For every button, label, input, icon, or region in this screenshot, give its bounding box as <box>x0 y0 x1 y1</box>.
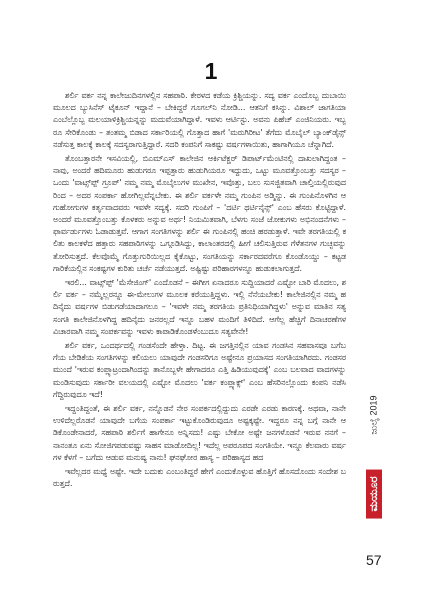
paragraph: ಇವೆಲ್ಲದರ ಮಧ್ಯೆ ಅಷ್ಟೇ. ಇದೇ ಬದುಕು ಎಂಬಂತಿದ್ದರೆ ಹೇಗೆ ಎಂದುಕೊಳ್ಳುವ ಹೊತ್ತಿಗೆ ಹೊಸದೊಂದು ಸಂದೇಶ ಬರುತ್ತದೆ. <box>53 467 346 489</box>
paragraph: ಇರಲಿ... ವಾಟ್ಸ್‌ಪ್ಪ್ 'ಮೆಸೇಜಿಂಗ್' ಎಂದೊಡನೆ – ಈಗೀಗ ಏನಾದರೂ ಸುದ್ದಿಯಾದರೆ ಎಷ್ಟೋ ಬಾರಿ ಮೊದಲು, ಶರ್ಲಿ ವರ್ಕ – ನಮ್ಮೆಲ್ಲರನ್ನೂ ಈ-ಮೇಲುಗಳ ಮೂಲಕ ಕರೆಯುತ್ತಿದ್ದಳು. ಇಲ್ಲಿ ನೆನೆಯಬೇಕು! ಕಾಲೇಜಿನಲ್ಲಿನ ನಮ್ಮ ಹದಿನೈದು ವರ್ಷಗಳ ಬಿಡುಗಡೆಯಾದಾಗಲೂ – 'ಇವಳೇ ನಮ್ಮ ತರಗತಿಯ ಪ್ರತಿನಿಧಿಯಾಗಿದ್ದಳು' ಅನ್ನುವ ಮಾತಿನ ಸತ್ಯ ಸಂಗತಿ ಕಾಲೇಜಿನೊಳಗಿದ್ದ ಹದಿನೈದು ಜನರಲ್ಲದೆ ಇನ್ನೂ ಬಹಳ ಮಂದಿಗೆ ತಿಳಿದಿದೆ. ಆಗೆಲ್ಲ ಹೆಚ್ಚಿಗೆ ದಿನಾಚರಣೆಗಳ ವಿಚಾರವಾಗಿ ನಮ್ಮ ಸಂಪರ್ಕವನ್ನು ಇವಳು ಕಾಪಾಡಿಕೊಂಡಳೆಂಬುದೂ ಸತ್ಯವೇನೇ! <box>53 278 346 336</box>
paragraph: ಶರ್ಲಿ ವರ್ಕ, ಒಂದರ್ಥದಲ್ಲಿ ಗಂಡಸೆಂದೇ ಹೇಳ್ತಾ. ದಿಟ್ಟ. ಈ ಜಗತ್ತಿನಲ್ಲಿನ ಯಾವ ಗಂಡಸಿನ ಸಹವಾಸವೂ ಬಗೆಬಗೆಯ ಬೇಡಿಕೆಯ ಸಂಗತಿಗಳನ್ನು ಕಲಿಯಲು ಯಾವುದೇ ಗಂಡಸರಿಗೂ ಅಷ್ಟೇನೂ ಪ್ರಯಾಸದ ಸಂಗತಿಯಾಗಿರದು. ಗಂಡಸರ ಮುಂದೆ 'ಇರುವ ಕಂಪ್ಲ್ಯಾಟ್ರಂದಾಗಿಂದನ್ನು ತಾನೊಬ್ಬಳೇ ಹೇಗಾದರೂ ಎತ್ತಿ ಹಿಡಿಯುವುದಕ್ಕೆ' ಎಂಬ ಬಲವಾದ ವಾದಗಳನ್ನು ಮಂಡಿಸುವುದು ಸರ್ಕಾರೀ ವಲಯದಲ್ಲಿ ಎಷ್ಟೋ ಮೊದಲು 'ವರ್ಕ ಕಂಪ್ಲ್ಯಾಕ್ಸ್' ಎಂಬ ಹೆಸರಿನಲ್ಲೊಂದು ಕಂಪನಿ ನಡೆಸಿ ಗೆದ್ದಿರುವುದೂ ಇದೆ! <box>53 341 346 399</box>
chapter-number: 1 <box>204 58 218 84</box>
paragraph: ಇದ್ದಂತಿದ್ದಂತೆ, ಈ ಶರ್ಲಿ ವರ್ಕ, ನನ್ನೊಡನೆ ನೇರ ಸಂಪರ್ಕದಲ್ಲಿದ್ದುದು ಎರಡೇ ಎರಡು ಕಾರಣಕ್ಕೆ. ಅಥವಾ, ನಾನೇ ಉಳಿದೆಲ್ಲರೊಡನೆ ಯಾವುದೇ ಬಗೆಯ ಸಂಪರ್ಕಾ ಇಟ್ಟುಕೊಂಡಿರುವುದೂ ಅಷ್ಟಕ್ಕಷ್ಟೇ. ಇದ್ದರೂ ನನ್ನ ಬಗ್ಗೆ ನಾನೇ ಆಡಿಕೊಂಡೇನಾದರೆ, ಸಹಪಾಠಿ ಶರ್ಲಿಗೆ ಹಾಗೇನೂ ಅನ್ನಿಸದು! ಎಷ್ಟು ಬೇಕೋ ಅಷ್ಟೇ ಜನಗಳೊಡನೆ ಇರುವ ನನಗೆ – ನಾನಂತೂ ಏನು ಸೋಜಿಗಪಡುವಷ್ಟು ಸಾಹಸ ಮಾಡೋದಿಲ್ಲ! ಇದೆಲ್ಲ ಅಪರೂಪದ ಸಂಗತಿಯೇ. ಇನ್ನೂ ಕೆಲವಾರು ವರ್ಷಗಳ ಕೆಳಗೆ – ಬಗೆದು ಆಡುವ ಮನುಷ್ಯ ನಾನು! ಘನಘೋರ ಹಾಸ್ಯ – ಪರಿಹಾಸ್ಯದ ಹದ <box>53 404 346 462</box>
paragraph: ಶರ್ಲಿ ವರ್ಕ ನನ್ನ ಕಾಲೇಜುದಿನಗಳಲ್ಲಿನ ಸಹಪಾಠಿ. ಕೇರಳದ ಕಡೆಯ ಕ್ರಿಶ್ಚಿಯನ್ನು. ಸದ್ಯ ವರ್ಕ ಎಂದೊಬ್ಬ ದುಬಾಯಿ ಮೂಲದ ಬ್ಯುಸಿನೆಸ್ ಟೈಕೂನ್ ಇದ್ದಾನೆ – ಬೇಕಿದ್ದರೆ ಗೂಗಲ್‌ನಿ ನೋಡಿ... ಆತನಿಗೆ ಕಸಿನ್ನು. ವಿಶಾಲ್ ಜಾಗತಿಯಾ ಎಂಬೆಲ್ಲೊಬ್ಬ ಮಲಯಾಳಿಕ್ರಿಶ್ಚಿಯನ್ನನ್ನು ಮದುವೆಯಾಗಿದ್ದಾಳೆ. ಇವಳು ಆರ್ಟಿಸ್ಟು. ಅವನು ಪಿಹೆಚ್ ಎಂಜಿನಿಯರು. ಇಬ್ಬರೂ ಸೇರಿಕೊಂಡು – ತಂತಮ್ಮ ಬಿಡಾದ ಸರ್ಕಾರಿಯಲ್ಲಿ ಗೊತ್ತಾದ ಹಾಗೆ 'ಮರುಗಿರೀಟ' ತೆಗೆದು ಮೊಬೈಲ್ ಬ್ಯಾಂಕ್‌ಡೈನ್ಸ್ ನಡೆಸುತ್ತ ಕಾಲಕ್ಕೆ ಕಾಲಕ್ಕೆ ಸದಸ್ಯರಾಗುತ್ತಿದ್ದಾರೆ. ಸದರಿ ಕಂಪನಿಗೆ ಸಾಕಷ್ಟು ವರ್ಷಗಳಾಯಿತು, ಹಾಗಾಗಿಯೂ ಚೆನ್ನಾಗಿದೆ. <box>53 91 346 149</box>
magazine-logo: ಮಯೂರ <box>366 469 382 518</box>
issue-date: ಜುಲೈ 2019 <box>368 395 379 435</box>
page-number: 57 <box>366 552 382 568</box>
story-body <box>53 90 346 493</box>
paragraph: ತೊಂಬತ್ತಾರನೇ ಇಸವಿಯಲ್ಲಿ, ಬಿಎಮ್ಎಸ್ ಕಾಲೇಜಿನ ಆರ್ಕಿಟೆಕ್ಚರ್ ಡಿಪಾರ್ಟ್‌ಮೆಂಟಿನಲ್ಲಿ ದಾಖಲಾಗಿದ್ದಂತ – ನಾವು, ಅಂದರೆ ಹದಿಮೂರು ಹುಡುಗರೂ ಇಪ್ಪತ್ತಾರು ಹುಡುಗಿಯರೂ ಇದ್ದುದು, ಒಟ್ಟು ಮೂವತ್ತೊಂಬತ್ತು ಸದಸ್ಯರ – ಒಂದು 'ವಾಟ್ಸ್‌ಪ್ಪ್ ಗ್ರೂಪ್' ನಮ್ಮ ನಮ್ಮ ಮೊಬೈಲುಗಳ ಮುಖೇನ, ಇವೊತ್ತು, ಬಲು ಸುಸಜ್ಜಿತವಾಗಿ ಚಾಲ್ತಿಯಲ್ಲಿರುವುದರಿಂದ – ಅದರ ಸಂಪರ್ಕಾ ಹೋಗಿಲ್ಲವೆನ್ನಬೇಕು. ಈ ಶರ್ಲಿ ವರ್ಕಳೇ ನಮ್ಮ ಗುಂಪಿನ ಅಡ್ಮಿನ್ನು. ಈ ಗುಂಪಿನೊಳಗಿನ ಆಗುಹೋಗುಗಳ ಕರ್ತೃವಾದವರು ಇವಳೇ ಸದ್ಯಕ್ಕೆ. ಸದರಿ ಗುಂಪಿಗೆ – 'ದರ್ಟಿ ಥರ್ಟಿನೈನ್ಸ್' ಎಂಬ ಹೆಸರು ಕೊಟ್ಟಿದ್ದಾಳೆ. ಅಂದರೆ ಮೂವತ್ತೊಂಬತ್ತು ಕೊಳಕರು ಅನ್ನುವ ಅರ್ಥ! ನಿಯಮಿತವಾಗಿ, ಬೆಳಗು ಸಂಜೆ ಜೋಕುಗಳು ಅಭಿನಂದನೆಗಳು – ಫಾರ್ವರ್ಡುಗಳು ಓಡಾಡುತ್ತವೆ. ಆಗಾಗ ಸಂಗತಿಗಳನ್ನು ಶರ್ಲಿ ಈ ಗುಂಪಿನಲ್ಲಿ ಹಂಚಿ ಹರಡುತ್ತಾಳೆ. ಇವೇ ತರಗತಿಯಲ್ಲಿ ಕಲಿತು ಕಾಲಕಳೆದ ಹತ್ತಾರು ಸಹಪಾಠಿಗಳನ್ನು ಒಗ್ಗೂಡಿಸಿದ್ದು, ಕಾಲಾಂತರದಲ್ಲಿ ಹೀಗೆ ಚಲಿಸುತ್ತಿರುವ ಗೆಳೆತನಗಳ ಗುಚ್ಛವನ್ನು ತೋರಿಸುತ್ತದೆ. ಕೆಲವೊಮ್ಮೆ ಗೊತ್ತುಗುರಿಯಿಲ್ಲದ ಕೈಕೊಟ್ಟು, ಸಂಗತಿಯನ್ನು ಸರ್ಕಾರದವರೆಗೂ ಕೊಂಡೊಯ್ದು – ಕಟ್ಟಡಗಾರಿಕೆಯಲ್ಲಿನ ಸಂಕಷ್ಟಗಳ ಕುರಿತು ಚರ್ಚೆ ನಡೆಯುತ್ತದೆ. ಅಷ್ಟಿಷ್ಟು ಪರಿಹಾರಗಳನ್ನೂ ಹುಡುಕಲಾಗುತ್ತದೆ. <box>53 154 346 273</box>
